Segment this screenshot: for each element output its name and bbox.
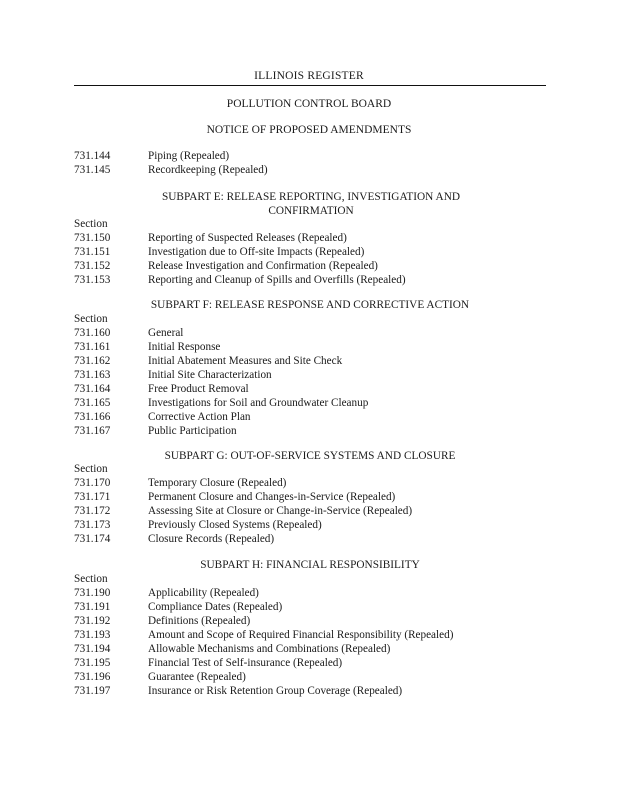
subpart-heading	[110, 558, 510, 572]
section-title: Financial Test of Self-insurance (Repealed)	[148, 657, 343, 669]
section-number: 731.164	[74, 383, 111, 395]
section-number: 731.151	[74, 246, 111, 258]
section-label: Section	[74, 218, 108, 230]
section-title: Free Product Removal	[148, 383, 249, 395]
section-row	[0, 383, 618, 397]
section-number: 731.193	[74, 629, 111, 641]
section-row	[0, 477, 618, 491]
section-title: Assessing Site at Closure or Change-in-Service (Repealed)	[148, 505, 413, 517]
section-title: Reporting and Cleanup of Spills and Overfills (Repealed)	[148, 274, 406, 286]
section-row	[0, 629, 618, 643]
section-row	[0, 355, 618, 369]
section-title: Release Investigation and Confirmation (Repealed)	[148, 260, 378, 272]
section-row	[0, 519, 618, 533]
section-row	[0, 164, 618, 178]
section-number: 731.152	[74, 260, 111, 272]
section-title: Previously Closed Systems (Repealed)	[148, 519, 322, 531]
section-title: Reporting of Suspected Releases (Repealed)	[148, 232, 347, 244]
section-number: 731.173	[74, 519, 111, 531]
subpart-heading-line: SUBPART G: OUT-OF-SERVICE SYSTEMS AND CLOSURE	[164, 450, 456, 462]
section-number: 731.150	[74, 232, 111, 244]
section-title: General	[148, 327, 184, 339]
section-row	[0, 341, 618, 355]
section-number: 731.194	[74, 643, 111, 655]
section-row	[0, 397, 618, 411]
section-number: 731.144	[74, 150, 111, 162]
section-number: 731.166	[74, 411, 111, 423]
section-row	[0, 260, 618, 274]
section-row	[0, 232, 618, 246]
section-number: 731.195	[74, 657, 111, 669]
section-number: 731.171	[74, 491, 111, 503]
section-row	[0, 615, 618, 629]
section-row	[0, 685, 618, 699]
section-title: Initial Abatement Measures and Site Check	[148, 355, 343, 367]
subpart-heading-line: CONFIRMATION	[268, 205, 354, 217]
section-row	[0, 411, 618, 425]
section-title: Definitions (Repealed)	[148, 615, 251, 627]
section-row	[0, 274, 618, 288]
section-row	[0, 533, 618, 547]
section-number: 731.170	[74, 477, 111, 489]
section-title: Initial Response	[148, 341, 221, 353]
section-row	[0, 425, 618, 439]
section-row	[0, 643, 618, 657]
section-row	[0, 601, 618, 615]
section-title: Allowable Mechanisms and Combinations (Repealed)	[148, 643, 391, 655]
section-row	[0, 657, 618, 671]
section-number: 731.165	[74, 397, 111, 409]
section-label: Section	[74, 313, 108, 325]
section-row	[0, 246, 618, 260]
section-number: 731.163	[74, 369, 111, 381]
section-number: 731.174	[74, 533, 111, 545]
section-title: Temporary Closure (Repealed)	[148, 477, 287, 489]
section-number: 731.196	[74, 671, 111, 683]
section-number: 731.190	[74, 587, 111, 599]
section-title: Closure Records (Repealed)	[148, 533, 275, 545]
register-title: ILLINOIS REGISTER	[254, 70, 364, 82]
section-row	[0, 491, 618, 505]
section-row	[0, 369, 618, 383]
section-title: Insurance or Risk Retention Group Coverage (Repealed)	[148, 685, 403, 697]
section-title: Corrective Action Plan	[148, 411, 251, 423]
section-title: Guarantee (Repealed)	[148, 671, 246, 683]
subpart-heading	[110, 298, 510, 312]
section-number: 731.162	[74, 355, 111, 367]
section-number: 731.160	[74, 327, 111, 339]
section-number: 731.161	[74, 341, 111, 353]
section-title: Permanent Closure and Changes-in-Service (Repealed)	[148, 491, 396, 503]
section-number: 731.191	[74, 601, 111, 613]
subpart-heading-line: SUBPART H: FINANCIAL RESPONSIBILITY	[200, 559, 420, 571]
section-title: Applicability (Repealed)	[148, 587, 259, 599]
section-row	[0, 505, 618, 519]
section-title: Investigation due to Off-site Impacts (Repealed)	[148, 246, 365, 258]
section-label: Section	[74, 463, 108, 475]
section-number: 731.145	[74, 164, 111, 176]
subpart-heading	[146, 190, 476, 218]
subpart-heading-line: SUBPART F: RELEASE RESPONSE AND CORRECTIVE ACTION	[150, 299, 470, 311]
header-rule	[74, 85, 546, 86]
section-number: 731.172	[74, 505, 111, 517]
section-row	[0, 327, 618, 341]
section-title: Amount and Scope of Required Financial Responsibility (Repealed)	[148, 629, 454, 641]
section-label: Section	[74, 573, 108, 585]
section-title: Compliance Dates (Repealed)	[148, 601, 283, 613]
subpart-heading-line: SUBPART E: RELEASE REPORTING, INVESTIGATION AND	[161, 191, 461, 203]
section-row	[0, 587, 618, 601]
subpart-heading	[110, 449, 510, 463]
section-number: 731.192	[74, 615, 111, 627]
section-title: Public Participation	[148, 425, 237, 437]
board-name: POLLUTION CONTROL BOARD	[226, 98, 392, 110]
section-title: Initial Site Characterization	[148, 369, 272, 381]
section-number: 731.153	[74, 274, 111, 286]
section-title: Investigations for Soil and Groundwater Cleanup	[148, 397, 369, 409]
section-title: Piping (Repealed)	[148, 150, 230, 162]
section-row	[0, 671, 618, 685]
section-title: Recordkeeping (Repealed)	[148, 164, 268, 176]
notice-title: NOTICE OF PROPOSED AMENDMENTS	[206, 124, 412, 136]
section-row	[0, 150, 618, 164]
section-number: 731.167	[74, 425, 111, 437]
section-number: 731.197	[74, 685, 111, 697]
